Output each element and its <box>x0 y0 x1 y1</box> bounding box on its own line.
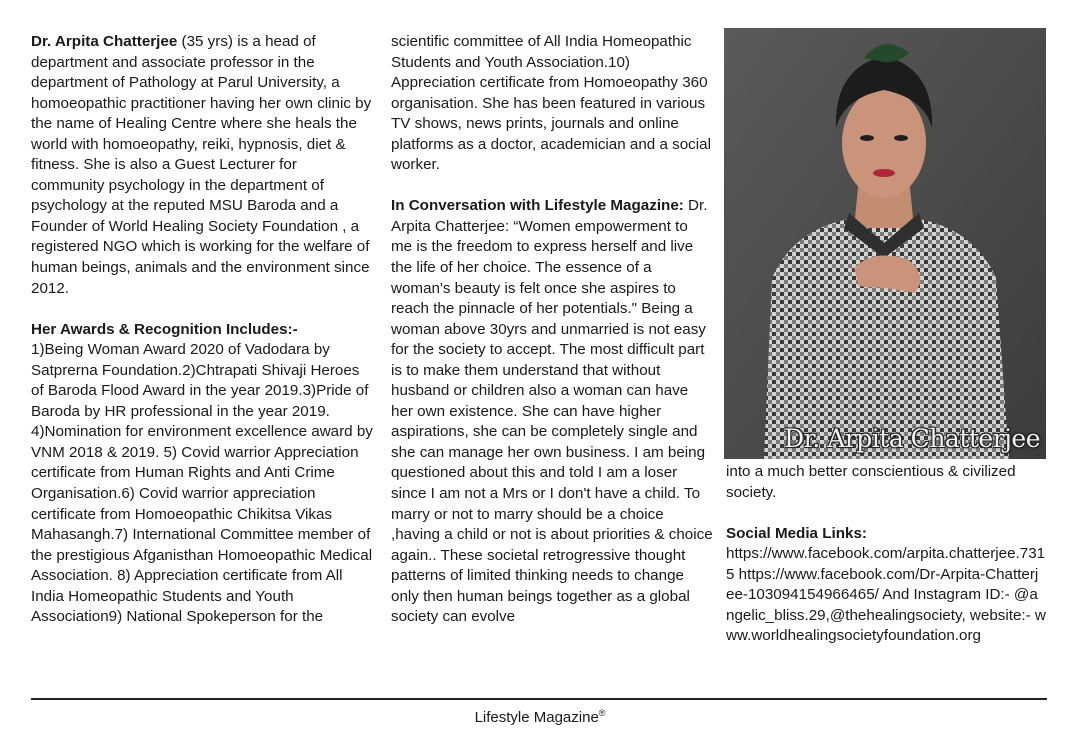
intro-text: (35 yrs) is a head of department and associate professor in the department of Pathology at Parul University, a homoeopathic practitioner having her own clinic by the name of Healing Centre where she heals the world with homoeopathy, reiki, hypnosis, diet & fitness. She is also a Guest Lecturer for community psychology in the department of psychology at the reputed MSU Baroda and a Founder of World Healing Society Foundation , a registered NGO which is working for the welfare of human beings, animals and the environment since 2012. <box>31 33 372 297</box>
awards-heading: Her Awards & Recognition Includes:- <box>31 320 298 338</box>
footer-label: Lifestyle Magazine <box>474 709 599 726</box>
intro-name: Dr. Arpita Chatterjee <box>31 33 178 50</box>
intro-paragraph <box>31 32 373 299</box>
social-links: https://www.facebook.com/arpita.chatterjee.7315 https://www.facebook.com/Dr-Arpita-Chatterjee-103094154966465/ And Instagram ID:- @angelic_bliss.29,@thehealingsociety, website:- www.worldhealingsocietyfoundation.org <box>726 545 1046 645</box>
column-middle <box>391 32 713 628</box>
column-left <box>31 32 373 628</box>
conversation-heading: In Conversation with Lifestyle Magazine: <box>391 197 684 215</box>
registered-mark: ® <box>598 708 606 718</box>
social-heading: Social Media Links: <box>726 524 867 542</box>
footer <box>0 708 1080 726</box>
conversation-continued: into a much better conscientious & civilized society. <box>726 463 1016 501</box>
footer-rule <box>31 698 1047 700</box>
column-right <box>726 462 1046 647</box>
conversation-paragraph <box>391 196 713 627</box>
conversation-text: Dr. Arpita Chatterjee: “Women empowerment to me is the freedom to express herself and live the life of her choice. The essence of a woman's beauty is felt once she aspires to reach the pinnacle of her potentials." Being a woman above 30yrs and unmarried is not easy for the society to accept. The most difficult part is to make them understand that without husband or children also a woman can have her own existence. She can have higher aspirations, she can be completely single and she can manage her own business. I am being questioned about this and told I am a loser since I am not a Mrs or I don't have a child. To marry or not to marry should be a choice ,having a child or not is about priorities & choice again.. These societal retrogressive thought patterns of limited thinking needs to change only then human beings together as a global society can evolve <box>391 197 713 626</box>
photo-caption: Dr. Arpita Chatterjee <box>784 424 1040 453</box>
awards-text: 1)Being Woman Award 2020 of Vadodara by Satprerna Foundation.2)Chtrapati Shivaji Heroes of Baroda Flood Award in the year 2019.3)Pride of Baroda by HR professional in the year 2019. 4)Nomination for environment excellence award by VNM 2018 & 2019. 5) Covid warrior Appreciation certificate from Human Rights and Anti Crime Organisation.6) Covid warrior appreciation certificate from Homoeopathic Chikitsa Vikas Mahasangh.7) International Committee member of the prestigious Afganisthan Homoeopathic Medical Association. 8) Appreciation certificate from All India Homeopathic Students and Youth Association9) National Spokeperson for the <box>31 341 373 626</box>
portrait-photo <box>724 28 1046 459</box>
awards-continued: scientific committee of All India Homeopathic Students and Youth Association.10) Appreciation certificate from Homoeopathy 360 organisation. She has been featured in various TV shows, news prints, journals and online platforms as a doctor, academician and a social worker. <box>391 33 711 174</box>
portrait-illustration <box>724 28 1046 459</box>
